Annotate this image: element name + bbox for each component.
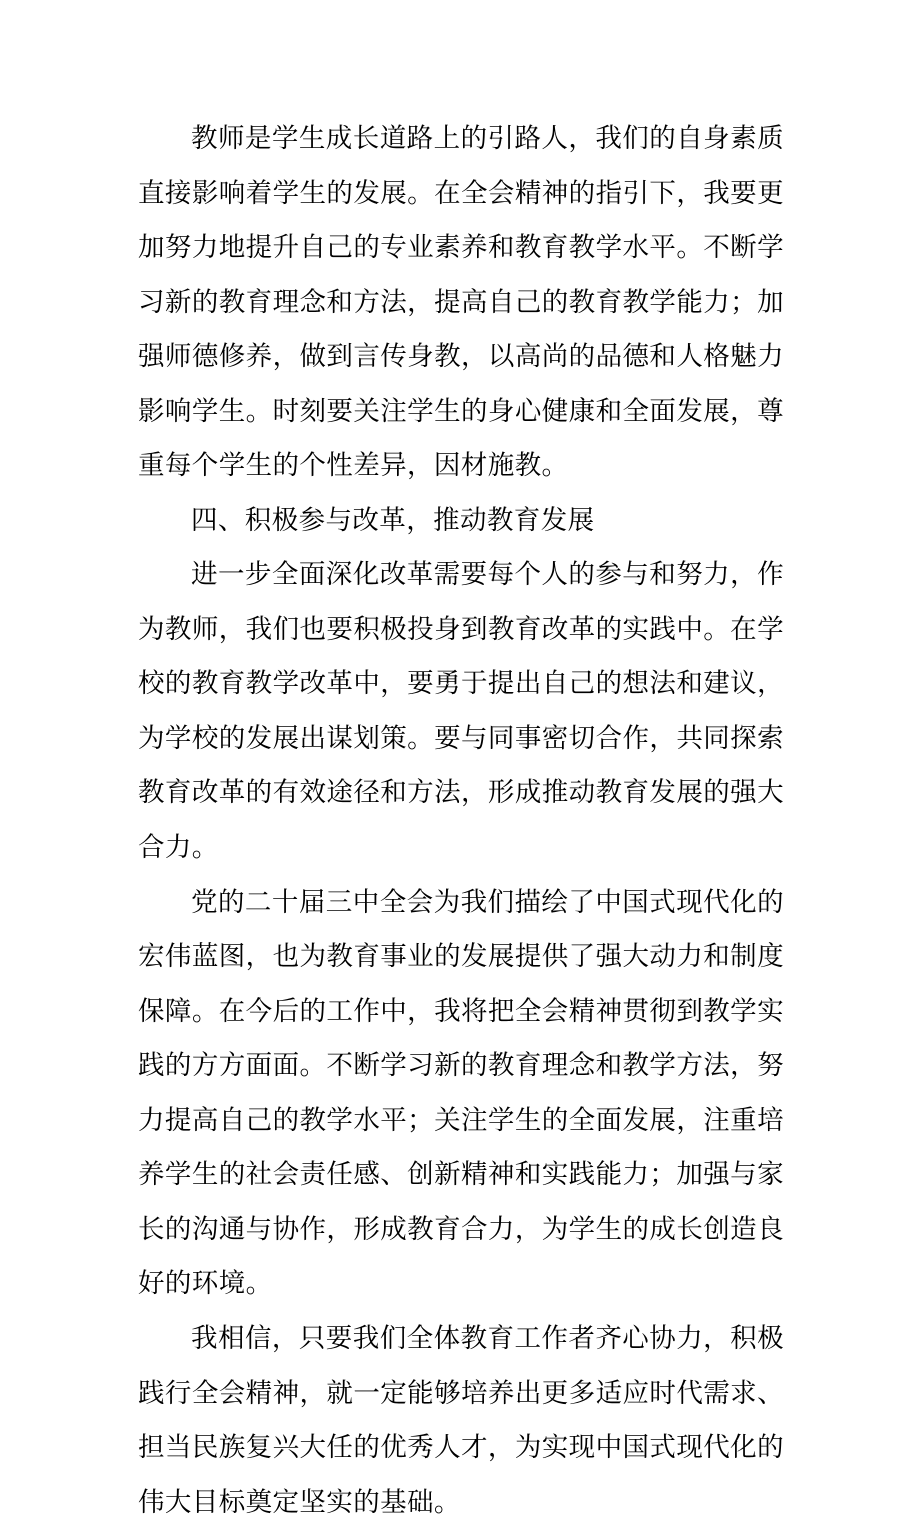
paragraph-reform-participation: 进一步全面深化改革需要每个人的参与和努力，作为教师，我们也要积极投身到教育改革的实践中。在学校的教育教学改革中，要勇于提出自己的想法和建议，为学校的发展出谋划策。要与同事密切合作，共同探索教育改革的有效途径和方法，形成推动教育发展的强大合力。 xyxy=(138,559,784,863)
paragraph-teacher-quality: 教师是学生成长道路上的引路人，我们的自身素质直接影响着学生的发展。在全会精神的指引下，我要更加努力地提升自己的专业素养和教育教学水平。不断学习新的教育理念和方法，提高自己的教育教学能力；加强师德修养，做到言传身教，以高尚的品德和人格魅力影响学生。时刻要关注学生的身心健康和全面发展，尊重每个学生的个性差异，因材施教。 xyxy=(138,123,784,481)
section-heading: 四、积极参与改革，推动教育发展 xyxy=(191,504,595,536)
document-body xyxy=(138,112,784,1530)
paragraph-conclusion: 我相信，只要我们全体教育工作者齐心协力，积极践行全会精神，就一定能够培养出更多适应时代需求、担当民族复兴大任的优秀人才，为实现中国式现代化的伟大目标奠定坚实的基础。 xyxy=(138,1323,784,1518)
paragraph-plenary-session: 党的二十届三中全会为我们描绘了中国式现代化的宏伟蓝图，也为教育事业的发展提供了强大动力和制度保障。在今后的工作中，我将把全会精神贯彻到教学实践的方方面面。不断学习新的教育理念和教学方法，努力提高自己的教学水平；关注学生的全面发展，注重培养学生的社会责任感、创新精神和实践能力；加强与家长的沟通与协作，形成教育合力，为学生的成长创造良好的环境。 xyxy=(138,886,784,1299)
